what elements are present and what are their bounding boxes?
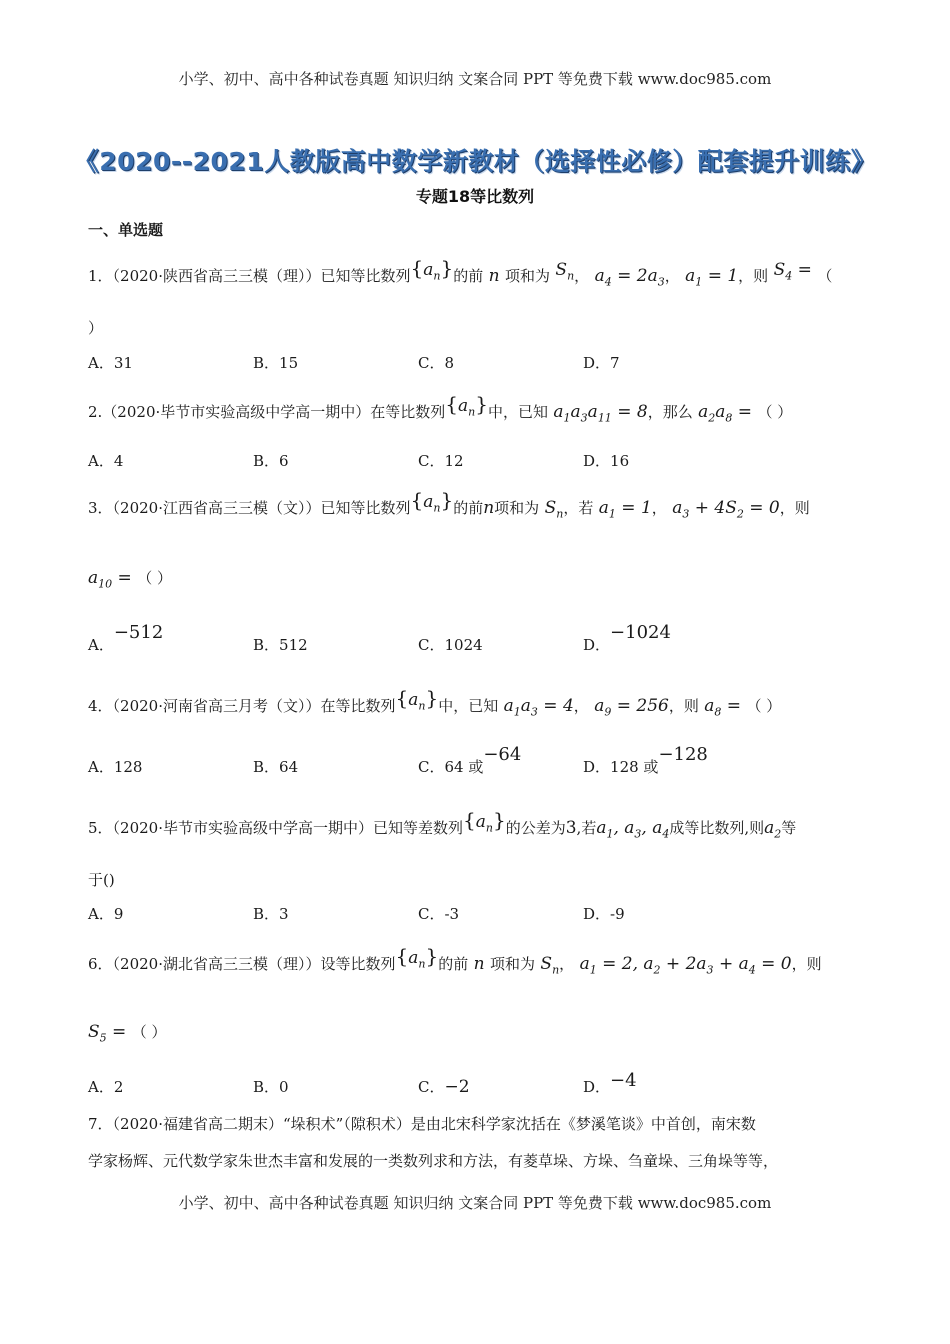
question-6-cont: $S_5$ = （ ） [88, 1022, 167, 1045]
question-3-cont: $a_{10}$ = （ ） [88, 568, 172, 591]
q3-option-c: C．1024 [418, 636, 483, 654]
q2-option-a: A．4 [88, 452, 124, 470]
page-header: 小学、初中、高中各种试卷真题 知识归纳 文案合同 PPT 等免费下载 www.doc985.com [178, 70, 772, 88]
q1-option-a: A．31 [88, 354, 133, 372]
q4-option-d: D．128 或−128 [583, 744, 708, 776]
q5-option-b: B．3 [253, 905, 289, 923]
question-3: 3．（2020·江西省高三三模（文））已知等比数列$\{a_n\}$的前n项和为 $S_n$，若 $a_1 = 1$， $a_3 + 4S_2 = 0$，则 [88, 488, 810, 521]
seq-an: $\{a_n\}$ [410, 256, 454, 283]
q1-option-c: C．8 [418, 354, 455, 372]
document-title: 《2020--2021人教版高中数学新教材（选择性必修）配套提升训练》 [73, 147, 877, 176]
document-subtitle: 专题18等比数列 [415, 187, 535, 206]
q2-option-b: B．6 [253, 452, 289, 470]
q6-option-c: C．−2 [418, 1077, 470, 1097]
question-6: 6．（2020·湖北省高三三模（理））设等比数列$\{a_n\}$的前 n 项和为 $S_n$， $a_1 = 2$, $a_2 + 2a_3 + a_4 = 0$，则 [88, 944, 822, 977]
question-7-line-2: 学家杨辉、元代数学家朱世杰丰富和发展的一类数列求和方法，有菱草垛、方垛、刍童垛、三角垛等等， [88, 1152, 779, 1170]
q2-option-c: C．12 [418, 452, 464, 470]
q5-option-d: D．-9 [583, 905, 625, 923]
q3-option-b: B．512 [253, 636, 308, 654]
q1-option-d: D．7 [583, 354, 620, 372]
q6-option-b: B．0 [253, 1078, 289, 1096]
q2-option-d: D．16 [583, 452, 630, 470]
question-1-cont: ） [88, 319, 104, 337]
question-4: 4．（2020·河南省高三月考（文））在等比数列$\{a_n\}$中，已知 $a_1a_3 = 4$， $a_9 = 256$，则 $a_8$ = （ ） [88, 686, 782, 719]
question-2: 2.（2020·毕节市实验高级中学高一期中）在等比数列$\{a_n\}$中，已知 $a_1a_3a_{11} = 8$，那么 $a_2a_8$ = （ ） [88, 392, 793, 425]
question-5-cont: 于() [88, 871, 115, 889]
q5-option-c: C．-3 [418, 905, 460, 923]
q6-option-a: A．2 [88, 1078, 124, 1096]
q4-option-b: B．64 [253, 758, 299, 776]
q3-option-a: A．−512 [88, 622, 164, 654]
question-5: 5．（2020·毕节市实验高级中学高一期中）已知等差数列$\{a_n\}$的公差为3,若$a_1$, $a_3$, $a_4$成等比数列,则$a_2$等 [88, 808, 797, 841]
question-7-line-1: 7．（2020·福建省高二期末）“垛积术”（隙积术）是由北宋科学家沈括在《梦溪笔谈》中首创，南宋数 [88, 1115, 756, 1133]
q5-option-a: A．9 [88, 905, 124, 923]
page-footer: 小学、初中、高中各种试卷真题 知识归纳 文案合同 PPT 等免费下载 www.doc985.com [178, 1194, 772, 1212]
q4-option-c: C．64 或−64 [418, 744, 522, 776]
section-heading: 一、单选题 [88, 221, 164, 239]
q4-option-a: A．128 [88, 758, 143, 776]
question-1: 1．（2020·陕西省高三三模（理））已知等比数列$\{a_n\}$的前 n 项和为 $S_n$， $a_4 = 2a_3$， $a_1 = 1$，则 $S_4$ = （ [88, 256, 833, 289]
q6-option-d: D．−4 [583, 1070, 637, 1096]
q3-option-d: D．−1024 [583, 622, 671, 654]
q1-option-b: B．15 [253, 354, 299, 372]
